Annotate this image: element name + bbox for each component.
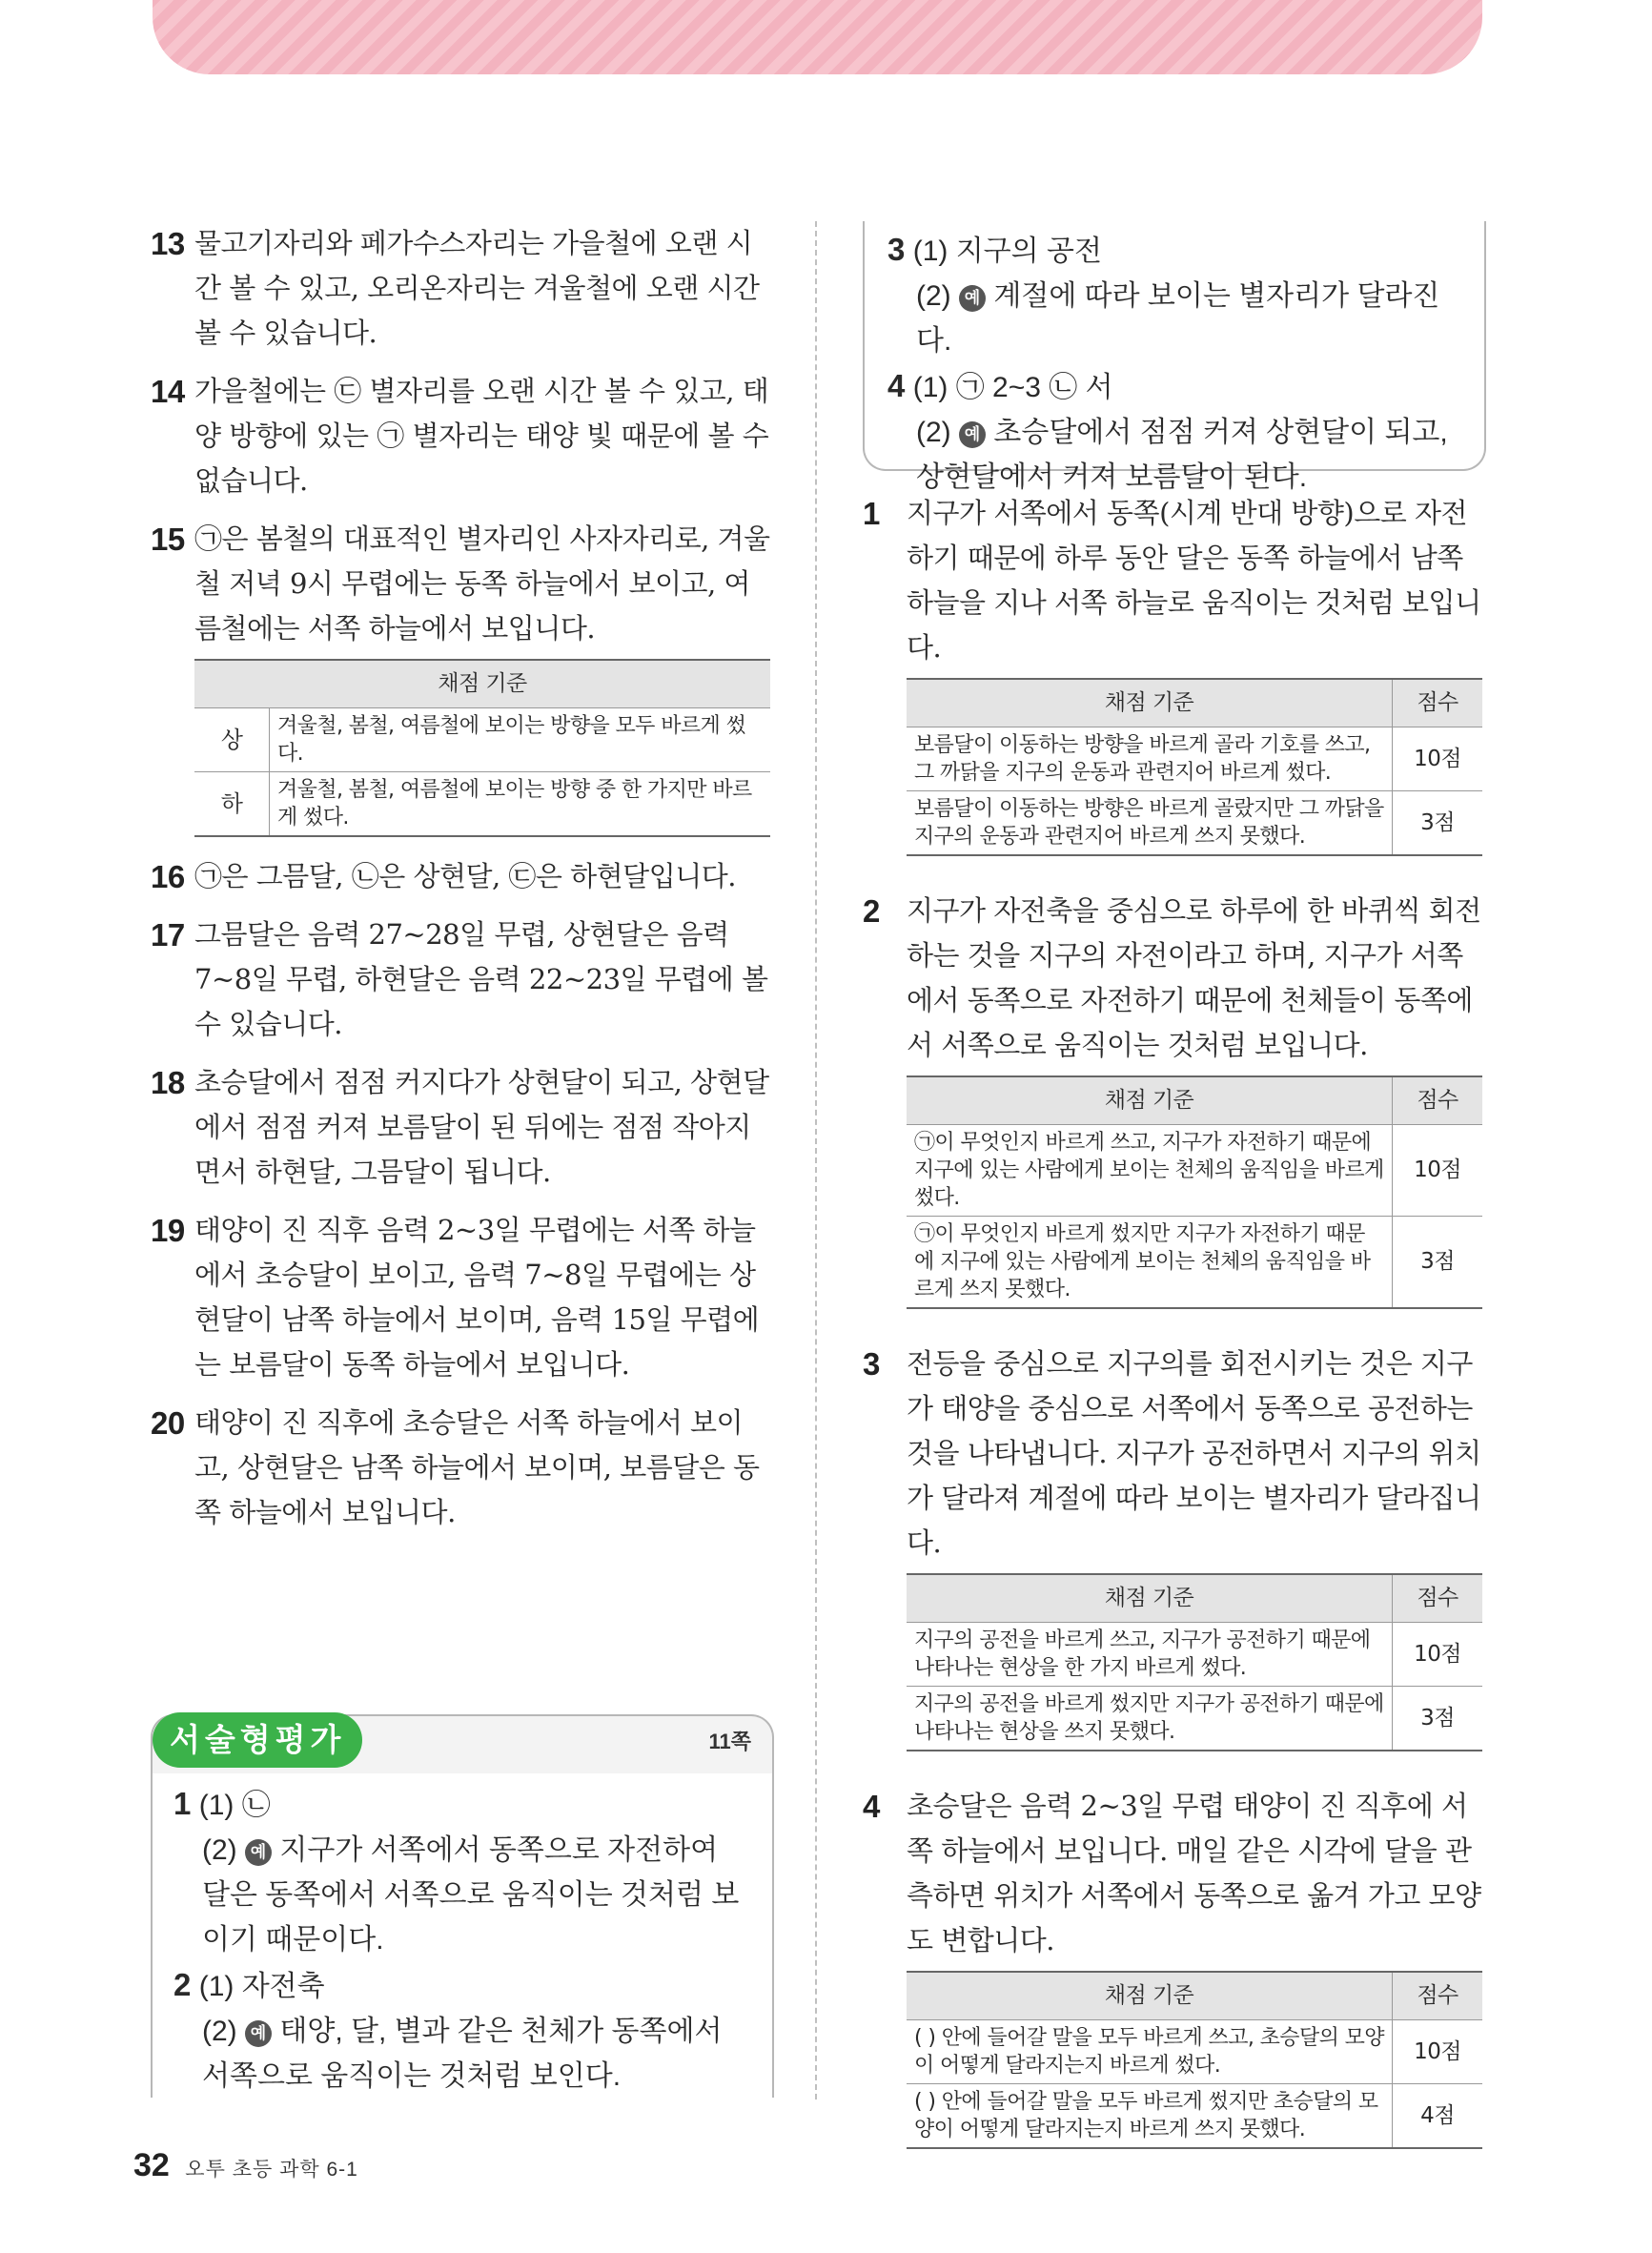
question-number: 16 — [151, 859, 185, 894]
table-header: 채점 기준 — [907, 1076, 1393, 1125]
scoring-table — [907, 1573, 1482, 1751]
question-number: 17 — [151, 917, 185, 952]
score-cell: 10점 — [1393, 1623, 1483, 1687]
score-cell: 4점 — [1393, 2084, 1483, 2149]
table-header: 채점 기준 — [907, 679, 1393, 727]
question-18 — [151, 1060, 770, 1195]
table-row — [194, 772, 770, 837]
answer-line — [173, 1828, 751, 1962]
question-number: 19 — [151, 1213, 185, 1248]
question-text: 전등을 중심으로 지구의를 회전시키는 것은 지구가 태양을 중심으로 서쪽에서 동쪽으로 공전하는 것을 나타냅니다. 지구가 공전하면서 지구의 위치가 달라져 계절에 따라 보이는 별자리가 달라집니다. — [907, 1347, 1481, 1559]
criteria-cell: ( ) 안에 들어갈 말을 모두 바르게 쓰고, 초승달의 모양이 어떻게 달라지는지 바르게 썼다. — [907, 2020, 1393, 2084]
table-row — [907, 1687, 1482, 1751]
table-header: 채점 기준 — [907, 1972, 1393, 2020]
essay-question-2 — [863, 889, 1482, 1309]
answer-line — [887, 363, 1465, 410]
table-row — [907, 791, 1482, 856]
essay-question-4 — [863, 1784, 1482, 2149]
essay-question-3 — [863, 1342, 1482, 1751]
page-reference: 11쪽 — [708, 1730, 751, 1753]
table-row — [907, 2020, 1482, 2084]
left-column — [151, 221, 770, 1548]
essay-question-1 — [863, 491, 1482, 856]
answer-text: (1) ㉡ — [198, 1790, 271, 1821]
question-text: 가을철에는 ㉢ 별자리를 오랜 시간 볼 수 있고, 태양 방향에 있는 ㉠ 별자리는 태양 빛 때문에 볼 수 없습니다. — [194, 375, 769, 497]
scoring-table — [907, 678, 1482, 856]
book-title: 오투 초등 과학 6-1 — [185, 2159, 358, 2181]
answer-label: (2) — [916, 280, 951, 312]
column-divider — [815, 221, 817, 2099]
criteria-cell: 보름달이 이동하는 방향을 바르게 골라 기호를 쓰고, 그 까닭을 지구의 운동과 관련지어 바르게 썼다. — [907, 727, 1393, 791]
table-header: 채점 기준 — [194, 660, 770, 708]
criteria-cell: 지구의 공전을 바르게 쓰고, 지구가 공전하기 때문에 나타나는 현상을 한 가지 바르게 썼다. — [907, 1623, 1393, 1687]
criteria-cell: ㉠이 무엇인지 바르게 썼지만 지구가 자전하기 때문에 지구에 있는 사람에게 보이는 천체의 움직임을 바르게 쓰지 못했다. — [907, 1217, 1393, 1309]
answer-label: (2) — [202, 2016, 237, 2047]
answer-label: (2) — [916, 417, 951, 448]
question-number: 4 — [863, 1789, 880, 1824]
question-text: 초승달에서 점점 커지다가 상현달이 되고, 상현달에서 점점 커져 보름달이 된 뒤에는 점점 작아지면서 하현달, 그믐달이 됩니다. — [194, 1066, 769, 1188]
question-13 — [151, 221, 770, 356]
question-text: 물고기자리와 페가수스자리는 가을철에 오랜 시간 볼 수 있고, 오리온자리는 겨울철에 오랜 시간 볼 수 있습니다. — [194, 227, 760, 349]
score-header: 점수 — [1393, 1972, 1483, 2020]
score-cell: 3점 — [1393, 791, 1483, 856]
scoring-table — [194, 659, 770, 837]
answer-text: (1) ㉠ 2~3 ㉡ 서 — [912, 372, 1113, 403]
answer-text: 지구가 서쪽에서 동쪽으로 자전하여 달은 동쪽에서 서쪽으로 움직이는 것처럼 보이기 때문이다. — [202, 1834, 740, 1956]
score-cell: 10점 — [1393, 2020, 1483, 2084]
descriptive-eval-badge: 서술형평가 — [153, 1712, 362, 1768]
answer-line — [887, 410, 1465, 500]
table-row — [907, 1217, 1482, 1309]
criteria-cell: ( ) 안에 들어갈 말을 모두 바르게 썼지만 초승달의 모양이 어떻게 달라지는지 바르게 쓰지 못했다. — [907, 2084, 1393, 2149]
question-text: 그믐달은 음력 27~28일 무렵, 상현달은 음력 7~8일 무렵, 하현달은 음력 22~23일 무렵에 볼 수 있습니다. — [194, 918, 768, 1040]
example-icon: 예 — [959, 421, 986, 448]
criteria-cell: 겨울철, 봄철, 여름철에 보이는 방향 중 한 가지만 바르게 썼다. — [270, 772, 771, 837]
table-row — [907, 1125, 1482, 1217]
table-row — [194, 708, 770, 772]
answer-content — [153, 1773, 772, 2098]
answer-text: (1) 지구의 공전 — [912, 236, 1102, 267]
answer-label: (2) — [202, 1834, 237, 1866]
level-cell: 하 — [194, 772, 270, 837]
question-text: 태양이 진 직후 음력 2~3일 무렵에는 서쪽 하늘에서 초승달이 보이고, 음력 7~8일 무렵에는 상현달이 남쪽 하늘에서 보이며, 음력 15일 무렵에는 보름달이 동쪽 하늘에서 보입니다. — [194, 1214, 760, 1381]
question-text: ㉠은 봄철의 대표적인 별자리인 사자자리로, 겨울철 저녁 9시 무렵에는 동쪽 하늘에서 보이고, 여름철에는 서쪽 하늘에서 보입니다. — [194, 522, 770, 645]
question-15 — [151, 517, 770, 837]
answer-line — [887, 227, 1465, 274]
question-text: 초승달은 음력 2~3일 무렵 태양이 진 직후에 서쪽 하늘에서 보입니다. 매일 같은 시각에 달을 관측하면 위치가 서쪽에서 동쪽으로 옮겨 가고 모양도 변합니다. — [907, 1790, 1481, 1956]
question-19 — [151, 1208, 770, 1387]
answer-text: 초승달에서 점점 커져 상현달이 되고, 상현달에서 커져 보름달이 된다. — [916, 417, 1448, 493]
criteria-cell: 지구의 공전을 바르게 썼지만 지구가 공전하기 때문에 나타나는 현상을 쓰지 못했다. — [907, 1687, 1393, 1751]
question-number: 2 — [863, 893, 880, 929]
table-header: 채점 기준 — [907, 1574, 1393, 1623]
score-cell: 10점 — [1393, 1125, 1483, 1217]
question-14 — [151, 369, 770, 503]
answer-line — [173, 1781, 751, 1828]
question-number: 20 — [151, 1405, 185, 1441]
question-17 — [151, 912, 770, 1047]
right-column — [863, 491, 1482, 2166]
score-header: 점수 — [1393, 1076, 1483, 1125]
question-text: 지구가 자전축을 중심으로 하루에 한 바퀴씩 회전하는 것을 지구의 자전이라고 하며, 지구가 서쪽에서 동쪽으로 자전하기 때문에 천체들이 동쪽에서 서쪽으로 움직이는 것처럼 보입니다. — [907, 894, 1481, 1061]
score-cell: 10점 — [1393, 727, 1483, 791]
criteria-cell: 보름달이 이동하는 방향은 바르게 골랐지만 그 까닭을 지구의 운동과 관련지어 바르게 쓰지 못했다. — [907, 791, 1393, 856]
question-20 — [151, 1401, 770, 1535]
score-header: 점수 — [1393, 1574, 1483, 1623]
question-number: 1 — [863, 496, 880, 531]
descriptive-eval-box — [151, 1714, 774, 2098]
answer-continuation-box — [863, 221, 1486, 493]
score-header: 점수 — [1393, 679, 1483, 727]
score-cell: 3점 — [1393, 1687, 1483, 1751]
question-number: 15 — [151, 522, 185, 557]
answer-text: 태양, 달, 별과 같은 천체가 동쪽에서 서쪽으로 움직이는 것처럼 보인다. — [202, 2016, 723, 2092]
question-number: 18 — [151, 1065, 185, 1100]
level-cell: 상 — [194, 708, 270, 772]
answer-line — [887, 274, 1465, 363]
question-number: 14 — [151, 374, 185, 409]
score-cell: 3점 — [1393, 1217, 1483, 1309]
table-row — [907, 2084, 1482, 2149]
table-row — [907, 727, 1482, 791]
question-number: 13 — [151, 226, 185, 261]
criteria-cell: ㉠이 무엇인지 바르게 쓰고, 지구가 자전하기 때문에 지구에 있는 사람에게 보이는 천체의 움직임을 바르게 썼다. — [907, 1125, 1393, 1217]
page-footer — [133, 2147, 358, 2184]
answer-number: 3 — [887, 232, 906, 267]
question-16 — [151, 854, 770, 899]
answer-number: 4 — [887, 368, 906, 403]
answer-text: 계절에 따라 보이는 별자리가 달라진다. — [916, 280, 1440, 357]
answer-line — [173, 1962, 751, 2009]
question-text: 태양이 진 직후에 초승달은 서쪽 하늘에서 보이고, 상현달은 남쪽 하늘에서 보이며, 보름달은 동쪽 하늘에서 보입니다. — [194, 1406, 760, 1528]
example-icon: 예 — [245, 2020, 272, 2047]
example-icon: 예 — [245, 1839, 272, 1866]
answer-line — [173, 2009, 751, 2099]
scoring-table — [907, 1075, 1482, 1309]
question-text: ㉠은 그믐달, ㉡은 상현달, ㉢은 하현달입니다. — [194, 860, 736, 892]
top-banner — [153, 0, 1482, 74]
scoring-table — [907, 1971, 1482, 2149]
answer-text: (1) 자전축 — [198, 1971, 325, 2002]
example-icon: 예 — [959, 285, 986, 312]
answer-number: 1 — [173, 1786, 192, 1821]
question-text: 지구가 서쪽에서 동쪽(시계 반대 방향)으로 자전하기 때문에 하루 동안 달은 동쪽 하늘에서 남쪽 하늘을 지나 서쪽 하늘로 움직이는 것처럼 보입니다. — [907, 497, 1481, 664]
page-number: 32 — [133, 2147, 170, 2183]
table-row — [907, 1623, 1482, 1687]
answer-number: 2 — [173, 1967, 192, 2002]
criteria-cell: 겨울철, 봄철, 여름철에 보이는 방향을 모두 바르게 썼다. — [270, 708, 771, 772]
question-number: 3 — [863, 1346, 880, 1382]
